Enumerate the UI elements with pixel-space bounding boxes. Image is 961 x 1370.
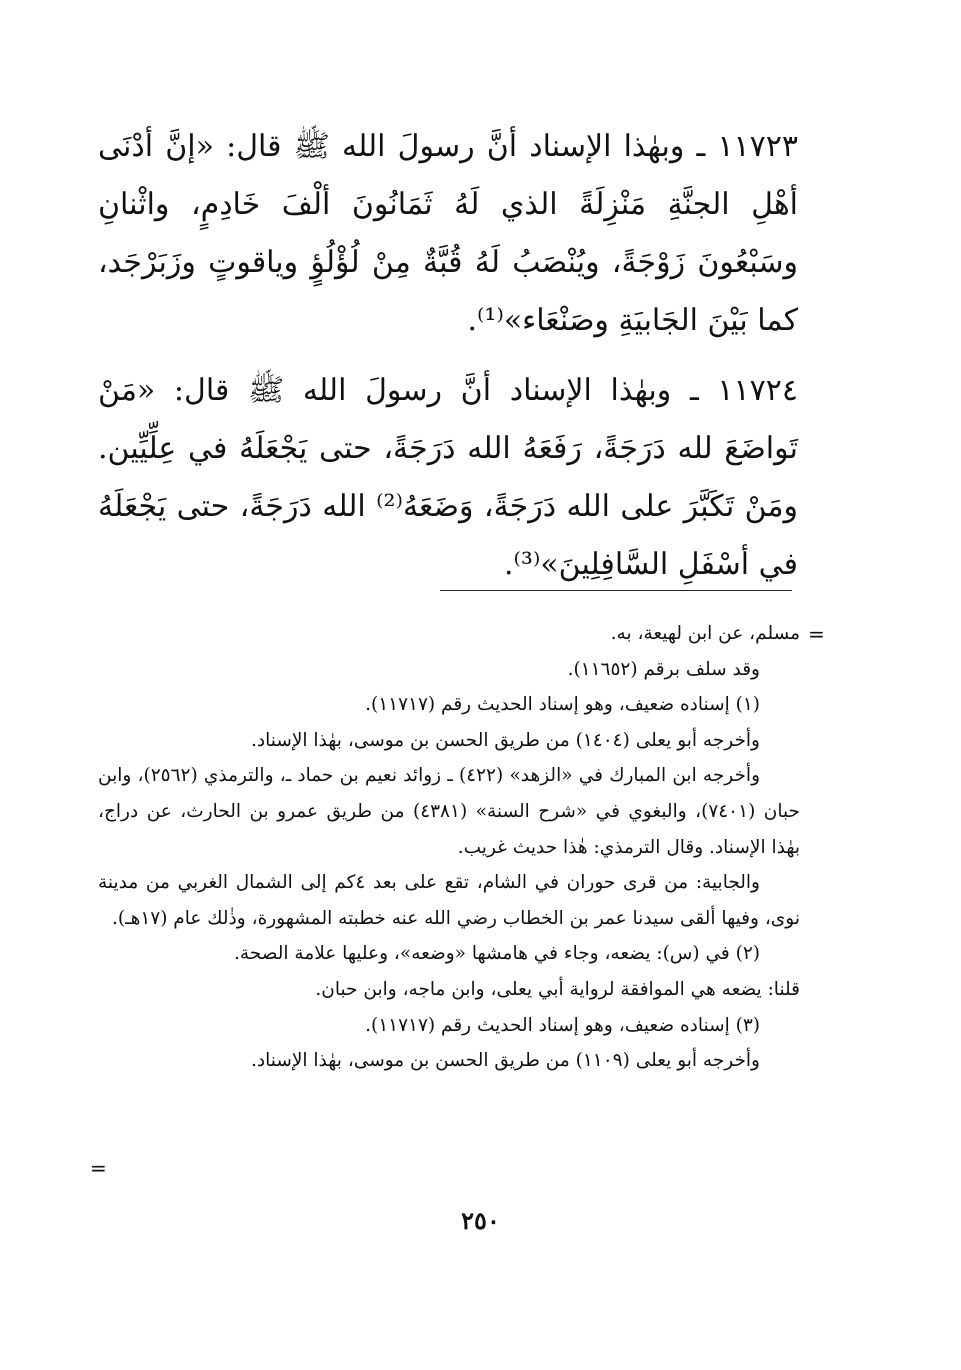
footnotes — [98, 616, 800, 1079]
hadith-11724: ١١٧٢٤ ـ وبهٰذا الإسناد أنَّ رسولَ الله ﷺ قال: «مَنْ تَواضَعَ لله دَرَجَةً، رَفَعَهُ الله دَرَجَةً، حتى يَجْعَلَهُ في عِلِّيِّين. ومَنْ تَكَبَّرَ على الله دَرَجَةً، وَضَعَهُ⁽²⁾ الله دَرَجَةً، حتى يَجْعَلَهُ في أسْفَلِ السَّافِلِينَ»⁽³⁾. — [98, 373, 799, 582]
footnote-line: وأخرجه أبو يعلى (١٤٠٤) من طريق الحسن بن موسى، بهٰذا الإسناد. — [251, 729, 760, 751]
main-text — [98, 118, 798, 606]
footnote-1: (١) إسناده ضعيف، وهو إسناد الحديث رقم (١١٧١٧). — [365, 694, 760, 716]
footnote-2: (٢) في (س): يضعه، وجاء في هامشها «وضعه»، وعليها علامة الصحة. — [233, 943, 760, 965]
continuation-marker-top: = — [808, 622, 825, 646]
footnote-line: قلنا: يضعه هي الموافقة لرواية أبي يعلى، وابن ماجه، وابن حبان. — [315, 978, 800, 1000]
footnote-line: مسلم، عن ابن لهيعة، به. — [610, 623, 800, 644]
footnote-line: والجابية: من قرى حوران في الشام، تقع على بعد ٤كم إلى الشمال الغربي من مدينة نوى، وفيها ألقى سيدنا عمر بن الخطاب رضي الله عنه خطبته المشهورة، وذٰلك عام (١٧هـ). — [98, 872, 800, 929]
footnote-line: وأخرجه ابن المبارك في «الزهد» (٤٢٢) ـ زوائد نعيم بن حماد ـ، والترمذي (٢٥٦٢)، وابن حبان (٧٤٠١)، والبغوي في «شرح السنة» (٤٣٨١) من طريق عمرو بن الحارث، عن دراج، بهٰذا الإسناد. وقال الترمذي: هٰذا حديث غريب. — [98, 765, 800, 858]
footnote-line: وقد سلف برقم (١١٦٥٢). — [567, 658, 760, 680]
page-number: ٢٥٠ — [461, 1206, 500, 1235]
hadith-11723: ١١٧٢٣ ـ وبهٰذا الإسناد أنَّ رسولَ الله ﷺ قال: «إنَّ أدْنَى أهْلِ الجنَّةِ مَنْزِلَةً الذي لَهُ ثَمَانُونَ ألْفَ خَادِمٍ، واثْنانِ وسَبْعُونَ زَوْجَةً، ويُنْصَبُ لَهُ قُبَّةٌ مِنْ لُؤْلُؤٍ وياقوتٍ وزَبَرْجَد، كما بَيْنَ الجَابيَةِ وصَنْعَاء»⁽¹⁾. — [98, 129, 799, 338]
footnote-3: (٣) إسناده ضعيف، وهو إسناد الحديث رقم (١١٧١٧). — [365, 1014, 760, 1036]
footnote-separator — [440, 590, 792, 591]
continuation-marker-bottom: = — [90, 1156, 107, 1180]
footnote-line: وأخرجه أبو يعلى (١١٠٩) من طريق الحسن بن موسى، بهٰذا الإسناد. — [251, 1050, 760, 1072]
